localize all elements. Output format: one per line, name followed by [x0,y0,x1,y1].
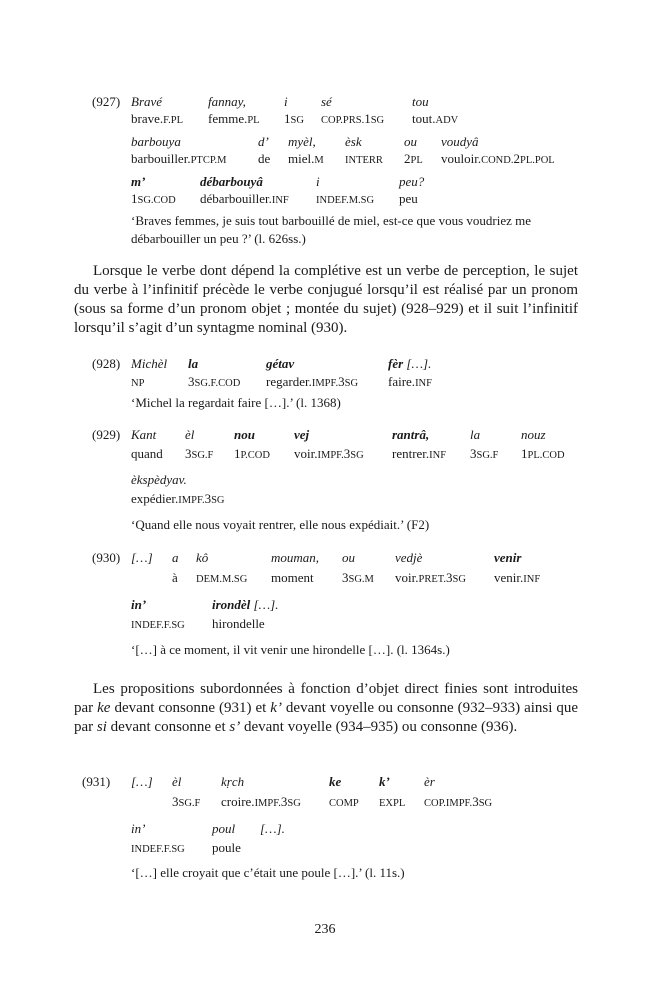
source-word: […] [131,550,153,565]
source-word: kṛch [221,774,245,789]
source-word: vej [294,427,310,442]
source-word: sé [321,94,332,109]
source-word: poul [212,821,236,836]
source-word: nou [234,427,255,442]
gloss: 3SG.M [342,570,374,585]
gloss: à [172,570,178,585]
gloss: brave.F.PL [131,111,184,126]
source-word: ou [404,134,417,149]
source-word: Kant [131,427,157,442]
source-word: i [284,94,288,109]
gloss: femme.PL [208,111,260,126]
gloss: 3SG.F [470,446,499,461]
source-word: fannay, [208,94,246,109]
gloss: expédier.IMPF.3SG [131,491,225,506]
source-word: a [172,550,179,565]
gloss: miel.M [288,151,324,166]
gloss: INDEF.F.SG [131,844,185,855]
example-number: (928) [92,356,121,371]
example-number: (930) [92,550,121,565]
source-word: gétav [266,356,295,371]
gloss: COP.PRS.1SG [321,111,385,126]
source-word: voudyâ [441,134,479,149]
source-word: ke [329,774,342,789]
source-word: i [316,174,320,189]
body-paragraph: Lorsque le verbe dont dépend la complétive est un verbe de perception, le sujet du verbe à l’infinitif précède le verbe conjugué lorsqu’il est réalisé par un pronom (sous sa forme d’un pronom objet ; montée du sujet) (928–929) et il suit l’infinitif lorsqu’il s’agit d’un syntagme nominal (930). [74,263,578,336]
source-word: èr [424,774,435,789]
gloss: peu [399,191,418,206]
gloss: 1PL.COD [521,446,565,461]
gloss: 1SG.COD [131,191,176,206]
gloss: regarder.IMPF.3SG [266,374,359,389]
source-word: kô [196,550,209,565]
gloss: voir.IMPF.3SG [294,446,364,461]
source-word: Michèl [131,356,168,371]
source-word: èsk [345,134,362,149]
gloss: vouloir.COND.2PL.POL [441,151,555,166]
source-word: èl [172,774,182,789]
gloss: rentrer.INF [392,446,447,461]
translation: ‘[…] à ce moment, il vit venir une hirondelle […]. (l. 1364s.) [131,642,450,657]
page-number: 236 [314,922,336,937]
translation: ‘Braves femmes, je suis tout barbouillé de miel, est-ce que vous voudriez me débarbouiller un peu ?’ (l. 626ss.) [131,213,531,246]
source-word: vedjè [395,550,423,565]
gloss: DEM.M.SG [196,574,248,585]
source-word: èkspèdyav. [131,472,187,487]
body-paragraph: Les propositions subordonnées à fonction d’objet direct finies sont introduites par ke devant consonne (931) et k’ devant voyelle ou consonne (932–933) ainsi que par si devant consonne et s’ devant voyelle (934–935) ou consonne (936). [74,681,579,735]
translation: ‘Quand elle nous voyait rentrer, elle nous expédiait.’ (F2) [131,517,430,532]
source-word: nouz [521,427,546,442]
source-word: k’ [379,774,390,789]
gloss: INDEF.M.SG [316,195,375,206]
gloss: venir.INF [494,570,541,585]
gloss: COP.IMPF.3SG [424,794,493,809]
source-word: in’ [131,821,146,836]
gloss: 3SG.F [185,446,214,461]
source-word: peu? [399,174,425,189]
source-word: barbouya [131,134,181,149]
gloss: faire.INF [388,374,432,389]
gloss: hirondelle [212,616,265,631]
gloss: INTERR [345,155,383,166]
translation: ‘[…] elle croyait que c’était une poule […].’ (l. 11s.) [131,865,405,880]
gloss: INDEF.F.SG [131,620,185,631]
source-word: m’ [131,174,146,189]
source-word: la [470,427,481,442]
source-word: débarbouyâ [200,174,263,189]
source-word: mouman, [271,550,320,565]
source-word: rantrâ, [392,427,430,442]
gloss: 3SG.F.COD [188,374,241,389]
gloss: barbouiller.PTCP.M [131,151,227,166]
example-number: (931) [82,774,111,789]
source-word: d’ [258,134,269,149]
source-word: fèr […]. [388,356,432,371]
gloss: débarbouiller.INF [200,191,289,206]
gloss: quand [131,446,163,461]
gloss: 2PL [404,151,423,166]
source-word: myèl, [288,134,316,149]
example-number: (929) [92,427,121,442]
gloss: 1SG [284,111,304,126]
gloss: NP [131,378,145,389]
source-word: irondèl […]. [212,597,279,612]
gloss: poule [212,840,241,855]
gloss: tout.ADV [412,111,459,126]
source-word: […] [131,774,153,789]
gloss: EXPL [379,798,406,809]
gloss: voir.PRET.3SG [395,570,466,585]
gloss: 3SG.F [172,794,201,809]
source-word: èl [185,427,195,442]
gloss: COMP [329,798,359,809]
translation: ‘Michel la regardait faire […].’ (l. 1368) [131,395,341,410]
source-word: ou [342,550,355,565]
example-number: (927) [92,94,121,109]
source-word: in’ [131,597,147,612]
source-word: Bravé [131,94,163,109]
source-word: […]. [260,821,285,836]
gloss: moment [271,570,314,585]
gloss: de [258,151,271,166]
gloss: croire.IMPF.3SG [221,794,301,809]
source-word: tou [412,94,429,109]
source-word: venir [494,550,522,565]
gloss: 1P.COD [234,446,270,461]
source-word: la [188,356,199,371]
